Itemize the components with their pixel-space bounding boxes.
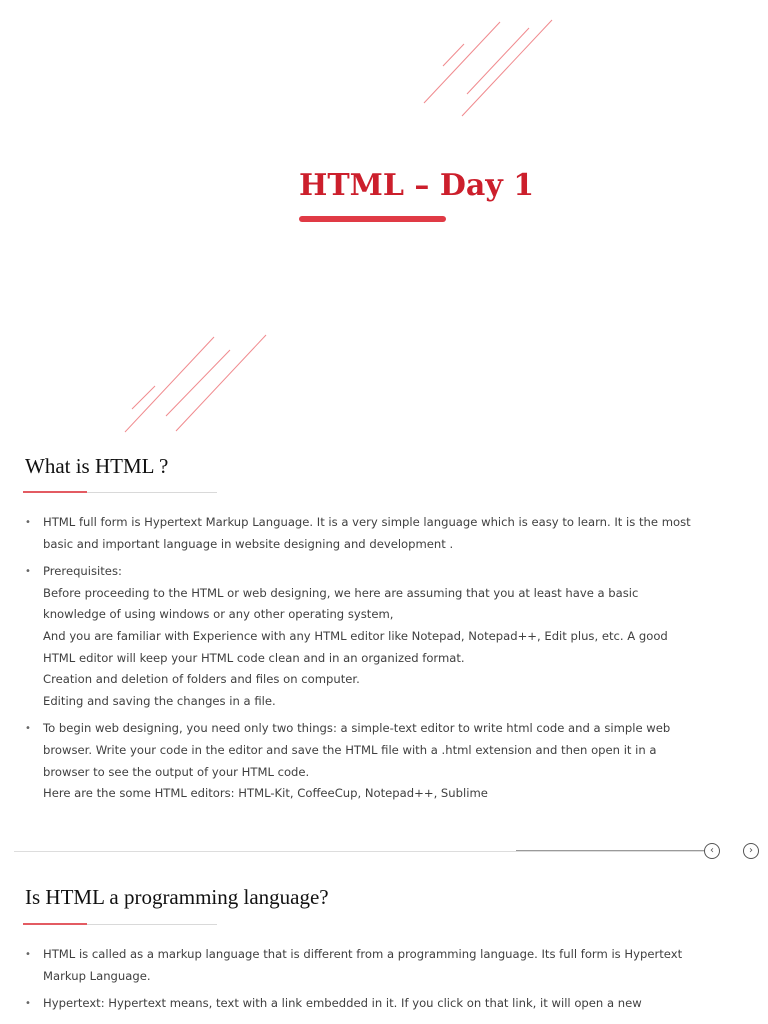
text-line: Here are the some HTML editors: HTML-Kit, CoffeeCup, Notepad++, Sublime bbox=[43, 786, 488, 801]
text-line: Hypertext: Hypertext means, text with a link embedded in it. If you click on that link, it will open a new bbox=[43, 996, 642, 1011]
page-divider-accent bbox=[516, 850, 704, 851]
previous-page-button[interactable] bbox=[704, 843, 720, 859]
deco-line bbox=[467, 28, 529, 94]
bullet-icon: • bbox=[25, 517, 31, 528]
text-line: HTML is called as a markup language that is different from a programming language. Its full form is Hypertext bbox=[43, 947, 683, 961]
chevron-left-icon: ‹ bbox=[710, 845, 714, 856]
text-line: browser to see the output of your HTML code. bbox=[43, 764, 310, 779]
text-line: HTML full form is Hypertext Markup Language. It is a very simple language which is easy to learn. It is the most bbox=[43, 515, 691, 529]
bullet-icon: • bbox=[25, 949, 31, 960]
list-item bbox=[25, 718, 715, 804]
bullet-icon: • bbox=[25, 566, 31, 578]
list-item bbox=[25, 944, 715, 987]
list-item bbox=[25, 561, 715, 712]
deco-line bbox=[176, 335, 266, 431]
text-line: HTML editor will keep your HTML code clean and in an organized format. bbox=[43, 650, 465, 665]
heading-divider bbox=[87, 492, 217, 493]
text-line: Markup Language. bbox=[43, 968, 151, 983]
section-heading-is-html-programming: Is HTML a programming language? bbox=[25, 885, 329, 909]
text-line: basic and important language in website designing and development . bbox=[43, 536, 454, 551]
text-line: knowledge of using windows or any other operating system, bbox=[43, 607, 394, 622]
deco-line bbox=[125, 337, 214, 432]
section-heading-what-is-html: What is HTML ? bbox=[25, 454, 169, 478]
deco-line bbox=[462, 20, 552, 116]
heading-accent-rule bbox=[23, 491, 87, 493]
section-1-bullet-list bbox=[25, 512, 715, 805]
text-line: Creation and deletion of folders and files on computer. bbox=[43, 672, 360, 687]
text-line: To begin web designing, you need only two things: a simple-text editor to write html code and a simple web bbox=[43, 721, 671, 736]
deco-line bbox=[424, 22, 500, 103]
text-line: browser. Write your code in the editor and save the HTML file with a .html extension and then open it in a bbox=[43, 742, 657, 757]
page-divider bbox=[14, 851, 704, 852]
bullet-icon: • bbox=[25, 998, 31, 1010]
chevron-right-icon: › bbox=[749, 845, 753, 856]
bullet-icon: • bbox=[25, 723, 31, 735]
page-title: HTML – Day 1 bbox=[299, 168, 535, 203]
list-item bbox=[25, 993, 715, 1015]
section-2-bullet-list bbox=[25, 944, 715, 1015]
title-underline bbox=[299, 216, 446, 222]
heading-accent-rule bbox=[23, 923, 87, 925]
text-line: Editing and saving the changes in a file. bbox=[43, 693, 276, 708]
next-page-button[interactable] bbox=[743, 843, 759, 859]
text-line: Before proceeding to the HTML or web designing, we here are assuming that you at least have a basic bbox=[43, 585, 639, 600]
deco-line bbox=[132, 386, 155, 409]
text-line: Prerequisites: bbox=[43, 564, 122, 579]
heading-divider bbox=[87, 924, 217, 925]
text-line: And you are familiar with Experience with any HTML editor like Notepad, Notepad++, Edit plus, etc. A good bbox=[43, 628, 668, 643]
list-item bbox=[25, 512, 715, 555]
deco-line bbox=[443, 44, 464, 66]
